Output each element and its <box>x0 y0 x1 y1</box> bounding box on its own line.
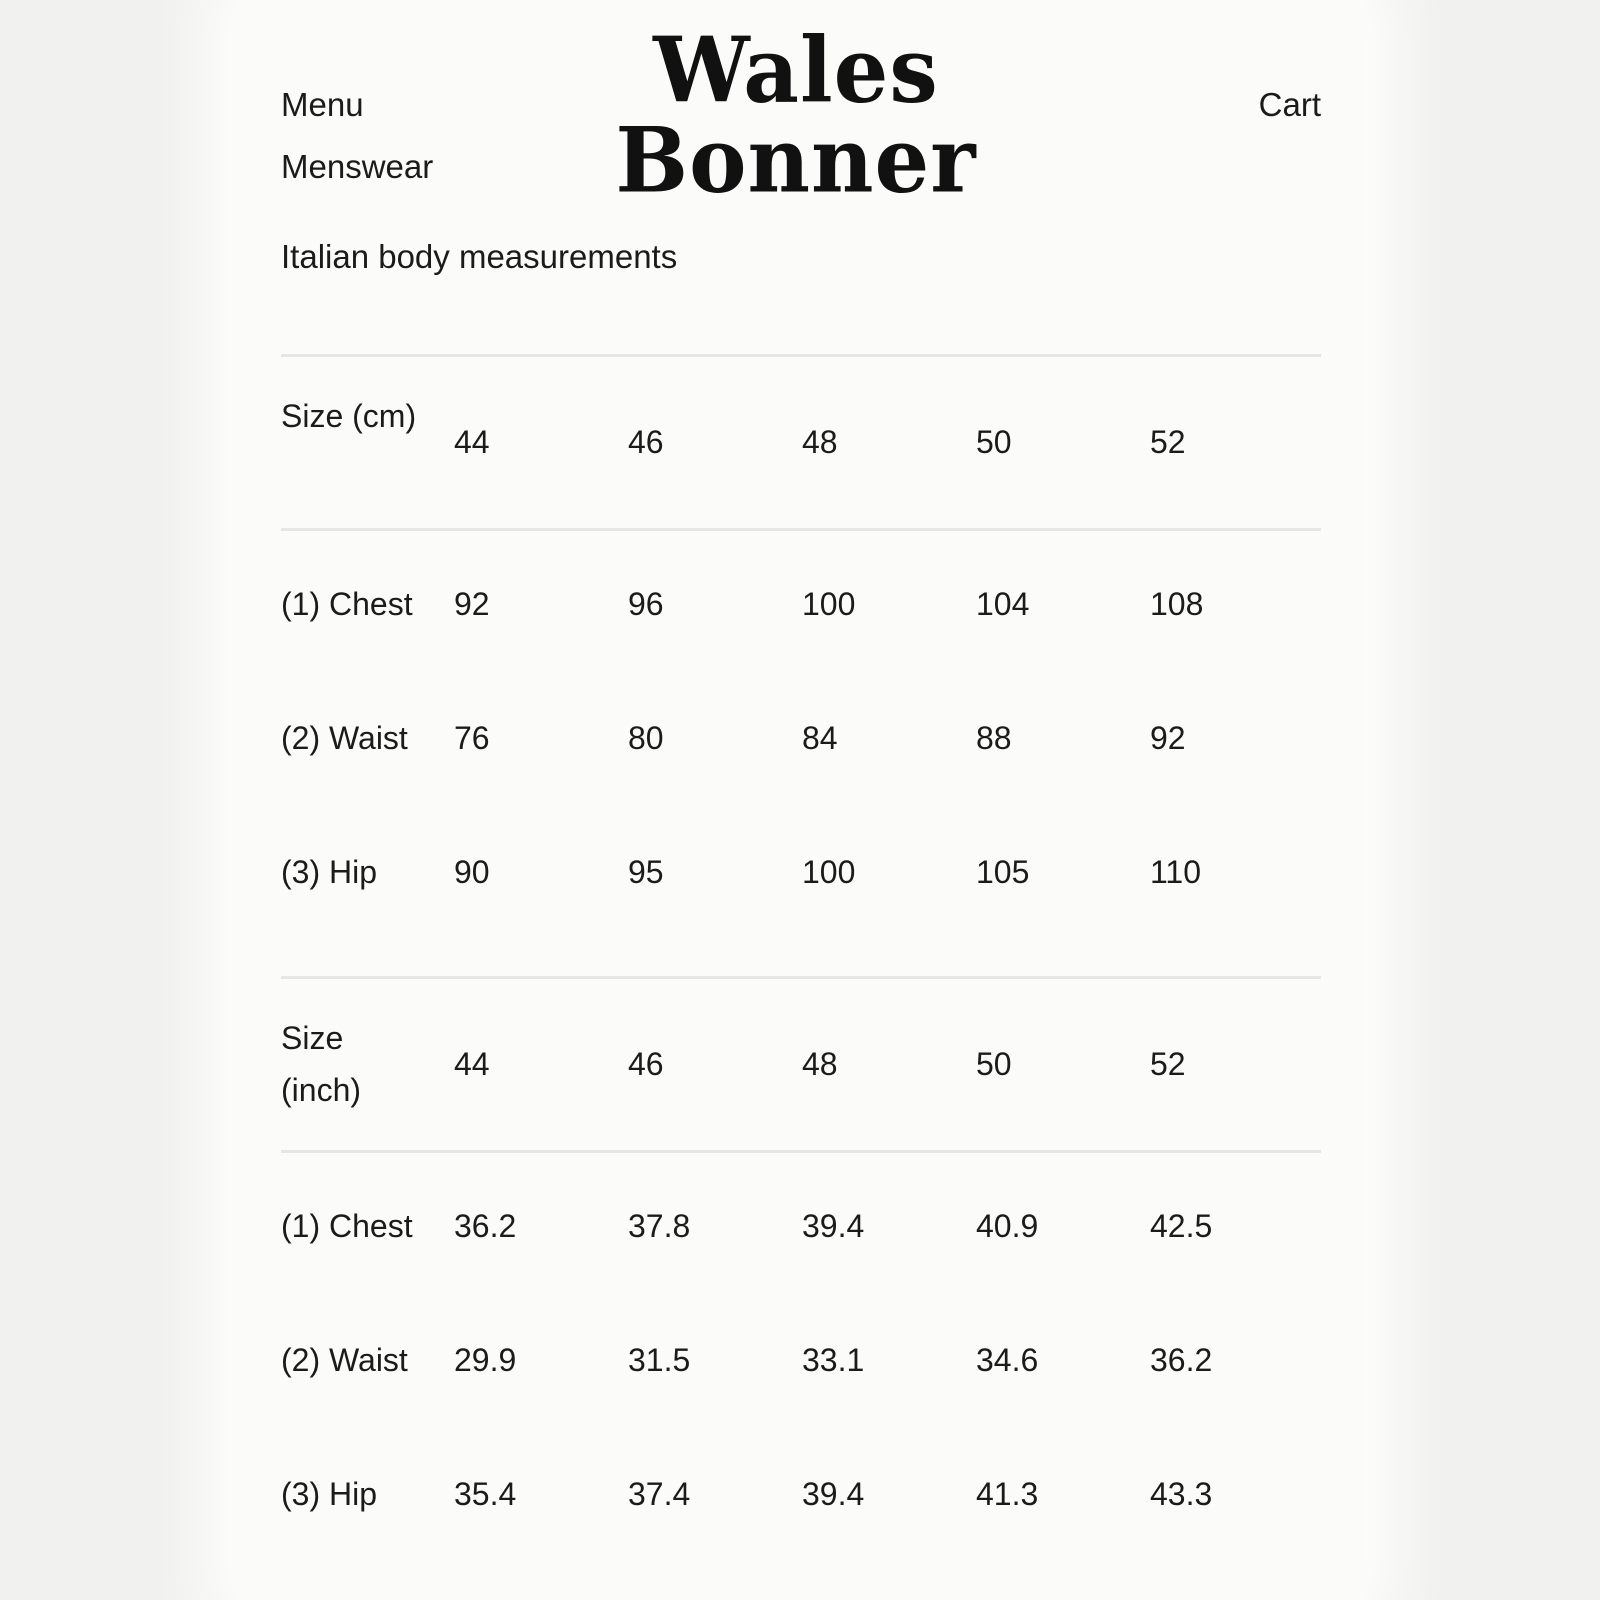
cm-size-header-cell: 52 <box>1150 424 1186 460</box>
table-cell: 36.2 <box>1150 1342 1213 1378</box>
table-cell: 100 <box>802 586 856 622</box>
site-header <box>236 0 1366 214</box>
table-cell: 43.3 <box>1150 1476 1213 1512</box>
inch-size-header-cell: 44 <box>454 1046 490 1082</box>
brand-logo[interactable]: Wales Bonner <box>615 17 977 214</box>
page <box>236 0 1366 1600</box>
table-cell: 92 <box>1150 720 1186 756</box>
cm-size-header-cell: 46 <box>628 424 664 460</box>
table-divider <box>281 354 1321 357</box>
table-cell: 88 <box>976 720 1012 756</box>
inch-row-label-waist: (2) Waist <box>281 1342 408 1378</box>
table-divider <box>281 1150 1321 1153</box>
table-cell: 96 <box>628 586 664 622</box>
cart-button[interactable]: Cart <box>1258 86 1321 123</box>
cm-size-header-cell: 48 <box>802 424 838 460</box>
table-cell: 80 <box>628 720 664 756</box>
table-cell: 36.2 <box>454 1208 517 1244</box>
table-cell: 39.4 <box>802 1208 865 1244</box>
table-cell: 76 <box>454 720 490 756</box>
table-cell: 37.4 <box>628 1476 691 1512</box>
table-cell: 29.9 <box>454 1342 517 1378</box>
cm-size-header-label: Size (cm) <box>281 398 417 434</box>
table-cell: 84 <box>802 720 838 756</box>
cm-row-label-hip: (3) Hip <box>281 854 378 890</box>
table-cell: 34.6 <box>976 1342 1039 1378</box>
table-cell: 108 <box>1150 586 1204 622</box>
page-subtitle: Italian body measurements <box>281 238 678 275</box>
inch-size-header-cell: 48 <box>802 1046 838 1082</box>
inch-size-header-label: Size (inch) <box>281 1020 362 1108</box>
table-cell: 110 <box>1150 854 1202 890</box>
inch-row-label-hip: (3) Hip <box>281 1476 378 1512</box>
table-cell: 31.5 <box>628 1342 691 1378</box>
cm-row-label-waist: (2) Waist <box>281 720 408 756</box>
table-cell: 95 <box>628 854 664 890</box>
table-cell: 42.5 <box>1150 1208 1213 1244</box>
inch-size-header-cell: 46 <box>628 1046 664 1082</box>
table-cell: 90 <box>454 854 490 890</box>
table-cell: 100 <box>802 854 856 890</box>
table-cell: 105 <box>976 854 1030 890</box>
table-cell: 33.1 <box>802 1342 865 1378</box>
table-cell: 40.9 <box>976 1208 1039 1244</box>
inch-size-header-cell: 52 <box>1150 1046 1186 1082</box>
menu-button[interactable]: Menu <box>281 86 364 123</box>
cm-row-label-chest: (1) Chest <box>281 586 413 622</box>
cm-size-header-cell: 50 <box>976 424 1012 460</box>
category-link-menswear[interactable]: Menswear <box>281 148 434 185</box>
table-cell: 39.4 <box>802 1476 865 1512</box>
table-divider <box>281 528 1321 531</box>
table-cell: 35.4 <box>454 1476 517 1512</box>
table-cell: 104 <box>976 586 1030 622</box>
table-cell: 92 <box>454 586 490 622</box>
table-cell: 37.8 <box>628 1208 691 1244</box>
inch-row-label-chest: (1) Chest <box>281 1208 413 1244</box>
inch-size-header-cell: 50 <box>976 1046 1012 1082</box>
table-cell: 41.3 <box>976 1476 1039 1512</box>
cm-size-header-cell: 44 <box>454 424 490 460</box>
table-divider <box>281 976 1321 979</box>
